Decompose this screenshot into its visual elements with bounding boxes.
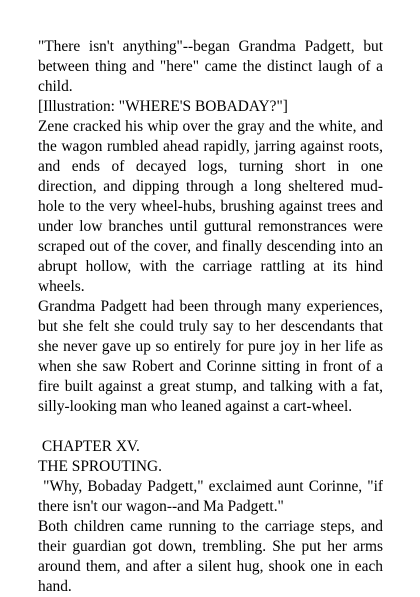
illustration-caption: [Illustration: "WHERE'S BOBADAY?"]: [38, 98, 288, 115]
paragraph-wagon: Zene cracked his whip over the gray and the white, and the wagon rumbled ahead rapidly, jarring against roots, and ends of decayed logs, turning short in one direction, and dipping through a long sheltered mud-hole to the very wheel-hubs, brushing against trees and under low branches until guttural remonstrances were scraped out of the cover, and finally descending into an abrupt hollow, with the carriage rattling at its hind wheels.: [38, 118, 383, 295]
chapter-heading: CHAPTER XV.: [38, 438, 140, 455]
paragraph-grandma: Grandma Padgett had been through many experiences, but she felt she could truly say to her descendants that she never gave up so entirely for pure joy in her life as when she saw Robert and Corinne sitting in front of a fire built against a great stump, and talking with a fat, silly-looking man who leaned against a cart-wheel.: [38, 298, 383, 415]
paragraph-exclaim: "Why, Bobaday Padgett," exclaimed aunt Corinne, "if there isn't our wagon--and Ma Padgett.": [38, 478, 387, 515]
blank-line: [38, 417, 383, 437]
paragraph-opening: "There isn't anything"--began Grandma Padgett, but between thing and "here" came the distinct laugh of a child.: [38, 38, 383, 95]
paragraph-children: Both children came running to the carriage steps, and their guardian got down, trembling. She put her arms around them, and after a silent hug, shook one in each hand.: [38, 518, 383, 595]
document-page: [38, 37, 387, 597]
chapter-title: THE SPROUTING.: [38, 458, 162, 475]
